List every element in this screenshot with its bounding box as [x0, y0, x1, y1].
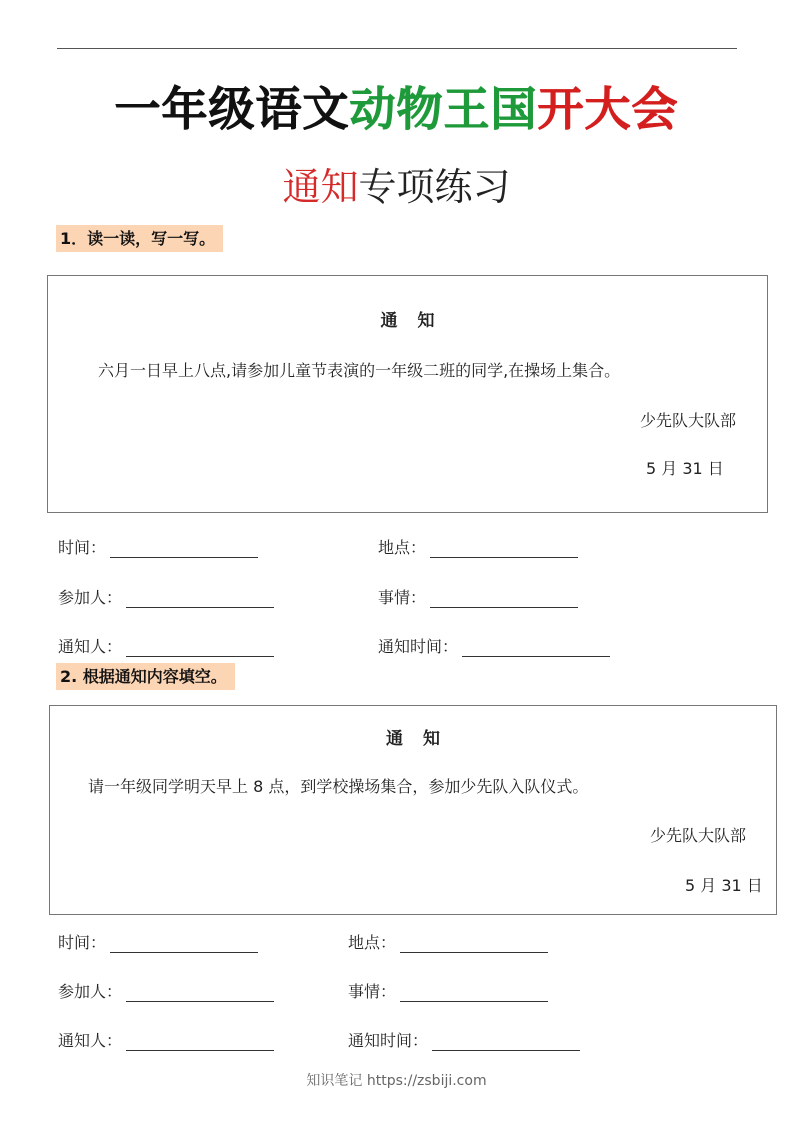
field-notify-time-2: [348, 1028, 580, 1051]
field-label: 通知人：: [58, 637, 123, 656]
subtitle-part-2: 专项练习: [358, 165, 511, 209]
field-notifier-1: [58, 634, 274, 657]
field-label: 时间：: [58, 538, 107, 557]
field-label: 时间：: [58, 933, 107, 952]
field-matter-2: [348, 979, 548, 1002]
subtitle-part-1: 通知: [282, 165, 359, 209]
answer-blank[interactable]: [400, 934, 548, 953]
field-label: 事情：: [378, 588, 427, 607]
title-part-2: 动物王国: [349, 82, 538, 136]
title-part-3: 开大会: [537, 82, 679, 136]
field-notify-time-1: [378, 634, 610, 657]
notice-1-body: 六月一日早上八点,请参加儿童节表演的一年级二班的同学,在操场上集合。: [98, 361, 621, 380]
field-matter-1: [378, 585, 578, 608]
notice-2-sign: 少先队大队部: [650, 826, 747, 845]
notice-1-heading: 通知: [380, 311, 455, 331]
answer-blank[interactable]: [430, 589, 578, 608]
notice-1-date: 5 月 31 日: [646, 459, 724, 478]
field-label: 参加人：: [58, 982, 123, 1001]
notice-box-2: [49, 705, 777, 915]
field-label: 通知时间：: [378, 637, 459, 656]
answer-blank[interactable]: [126, 983, 274, 1002]
page-subtitle: [0, 160, 793, 214]
page-title: [0, 78, 793, 140]
answer-blank[interactable]: [432, 1032, 580, 1051]
field-label: 地点：: [348, 933, 397, 952]
answer-blank[interactable]: [110, 539, 258, 558]
notice-1-sign: 少先队大队部: [640, 411, 737, 430]
footer-watermark: 知识笔记 https://zsbiji.com: [306, 1073, 487, 1089]
section-1-label: 1．读一读，写一写。: [56, 225, 223, 252]
notice-2-heading: 通知: [386, 729, 460, 749]
answer-blank[interactable]: [126, 589, 274, 608]
answer-blank[interactable]: [110, 934, 258, 953]
answer-blank[interactable]: [430, 539, 578, 558]
field-label: 地点：: [378, 538, 427, 557]
field-participants-2: [58, 979, 274, 1002]
field-place-2: [348, 930, 548, 953]
notice-2-body: 请一年级同学明天早上 8 点，到学校操场集合，参加少先队入队仪式。: [88, 777, 589, 796]
field-time-2: [58, 930, 258, 953]
field-notifier-2: [58, 1028, 274, 1051]
title-part-1: 一年级语文: [114, 82, 350, 136]
answer-blank[interactable]: [462, 638, 610, 657]
notice-2-date: 5 月 31 日: [685, 876, 763, 895]
answer-blank[interactable]: [126, 638, 274, 657]
field-time-1: [58, 535, 258, 558]
field-label: 通知人：: [58, 1031, 123, 1050]
section-2-label: 2. 根据通知内容填空。: [56, 663, 235, 690]
field-place-1: [378, 535, 578, 558]
field-participants-1: [58, 585, 274, 608]
answer-blank[interactable]: [400, 983, 548, 1002]
field-label: 参加人：: [58, 588, 123, 607]
field-label: 通知时间：: [348, 1031, 429, 1050]
notice-box-1: [47, 275, 768, 513]
field-label: 事情：: [348, 982, 397, 1001]
answer-blank[interactable]: [126, 1032, 274, 1051]
top-divider: [57, 48, 737, 49]
